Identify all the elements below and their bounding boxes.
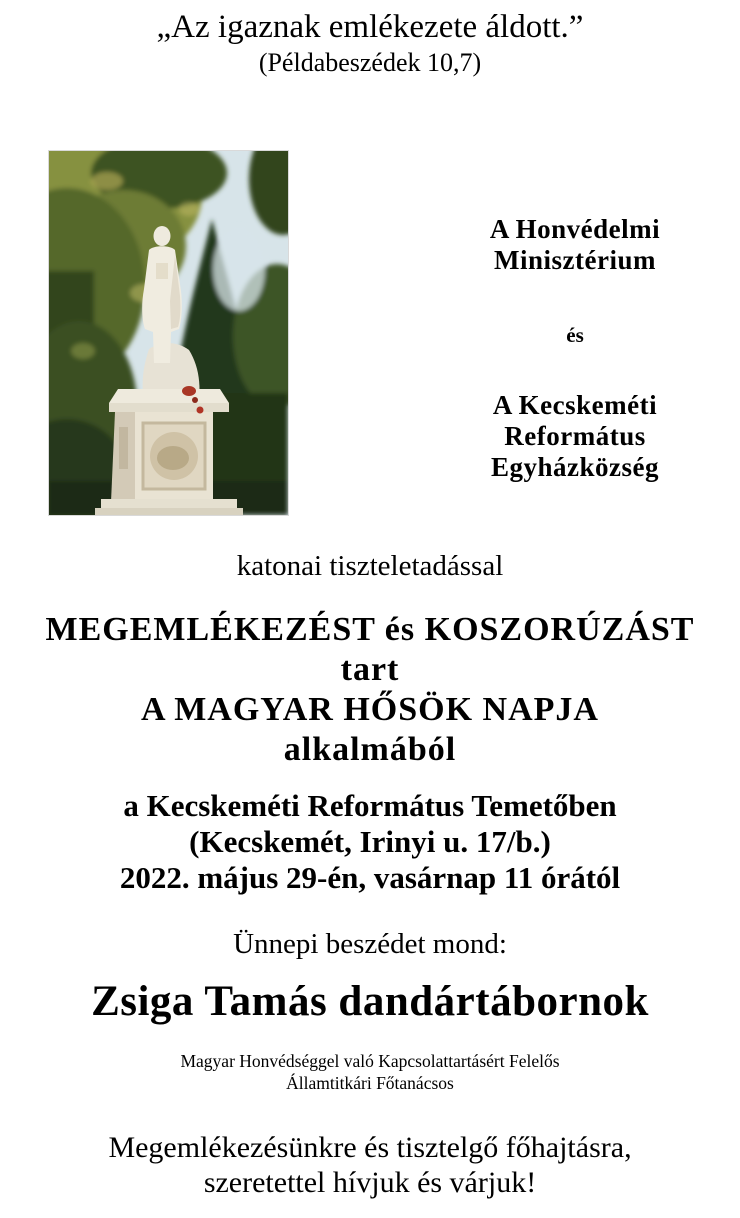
event-manner: katonai tiszteletadással [236, 550, 504, 582]
organizer-parish-line1: A Kecskeméti [492, 390, 658, 420]
speaker-lead-in: Ünnepi beszédet mond: [233, 928, 507, 960]
event-datetime: 2022. május 29-én, vasárnap 11 órától [119, 860, 621, 895]
organizer-ministry-line2: Minisztérium [494, 245, 656, 275]
memorial-statue-photo [49, 151, 288, 515]
event-headline-line4: alkalmából [283, 731, 457, 768]
event-headline-line1: MEGEMLÉKEZÉST és KOSZORÚZÁST [45, 611, 695, 648]
event-headline-line3: A MAGYAR HŐSÖK NAPJA [141, 691, 599, 728]
organizer-conjunction: és [566, 323, 584, 347]
closing-line2: szeretettel hívjuk és várjuk! [203, 1166, 537, 1199]
event-headline-line2: tart [340, 651, 400, 688]
scripture-reference: (Példabeszédek 10,7) [258, 48, 482, 77]
organizer-parish-line2: Református [504, 421, 646, 451]
closing-invitation [0, 1130, 740, 1200]
organizer-ministry-line1: A Honvédelmi [489, 214, 661, 244]
scripture-quote: „Az igaznak emlékezete áldott.” [156, 9, 584, 45]
speaker-title-line2: Államtitkári Főtanácsos [286, 1073, 454, 1093]
organizer-ministry [420, 214, 730, 276]
organizer-parish-line3: Egyházközség [491, 452, 659, 482]
organizer-parish [420, 390, 730, 483]
speaker-title-line1: Magyar Honvédséggel való Kapcsolattartásért Felelős [180, 1051, 560, 1071]
speaker-title [0, 1050, 740, 1094]
statue-photo-graphic [49, 151, 288, 515]
event-venue-name: a Kecskeméti Református Temetőben [123, 788, 617, 823]
closing-line1: Megemlékezésünkre és tisztelgő főhajtásra, [108, 1131, 632, 1164]
speaker-name: Zsiga Tamás dandártábornok [91, 978, 649, 1025]
event-venue-address: (Kecskemét, Irinyi u. 17/b.) [189, 824, 551, 859]
event-venue [0, 788, 740, 896]
event-headline [0, 610, 740, 770]
